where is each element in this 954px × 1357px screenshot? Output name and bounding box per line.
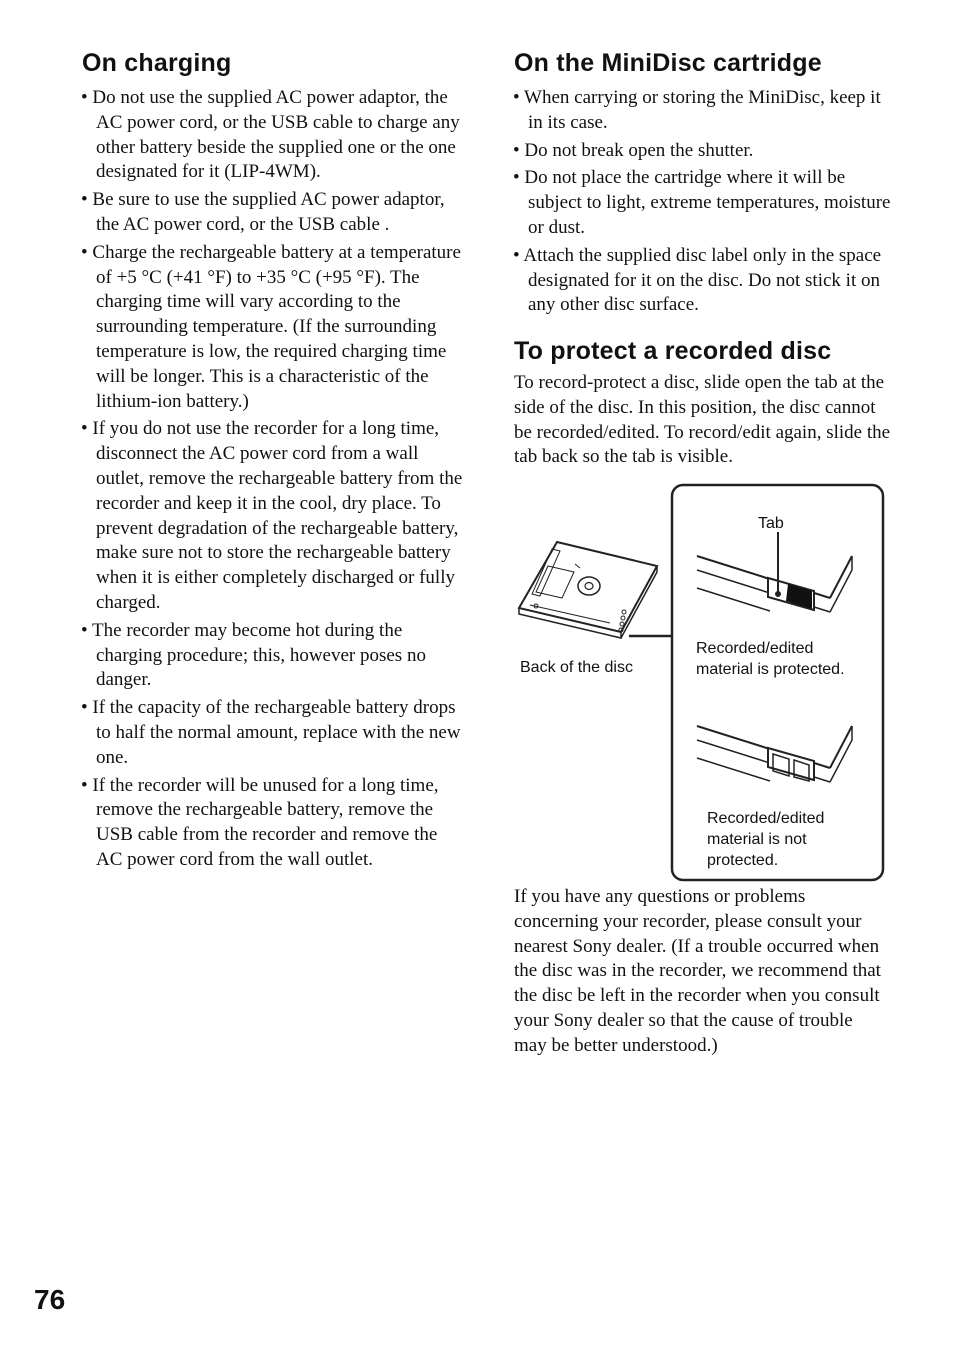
list-item: • Be sure to use the supplied AC power adaptor, the AC power cord, or the USB cable .: [81, 189, 445, 235]
heading-on-charging: On charging: [82, 49, 232, 77]
caption-line: material is not: [707, 831, 807, 848]
list-item: • When carrying or storing the MiniDisc, keep it in its case.: [513, 87, 881, 133]
tab-protected-drawing: [697, 556, 852, 612]
list-item: • If the capacity of the rechargeable battery drops to half the normal amount, replace with the new one.: [81, 697, 461, 768]
heading-protect-disc: To protect a recorded disc: [514, 337, 832, 365]
list-item: • Do not use the supplied AC power adaptor, the AC power cord, or the USB cable to charge any other battery beside the supplied one or the one designated for it (LIP-4WM).: [81, 87, 460, 183]
tab-label: Tab: [758, 515, 784, 532]
list-item: • If you do not use the recorder for a long time, disconnect the AC power cord from a wall outlet, remove the rechargeable battery from the recorder and keep it in the cool, dry place. To prevent degradation of the rechargeable battery, make sure not to store the rechargeable battery when it is either completely discharged or fully charged.: [81, 418, 463, 613]
page-number: 76: [34, 1284, 66, 1315]
protect-paragraph: To record-protect a disc, slide open the tab at the side of the disc. In this position, the disc cannot be recorded/edited. To record/edit again, slide the tab back so the tab is visible.: [514, 372, 891, 468]
list-item: • If the recorder will be unused for a long time, remove the rechargeable battery, remove the USB cable from the recorder and remove the AC power cord from the wall outlet.: [81, 774, 439, 870]
unprotected-caption: [707, 808, 824, 871]
caption-line: Recorded/edited: [707, 810, 825, 827]
back-of-disc-label: Back of the disc: [520, 659, 633, 676]
heading-minidisc-cartridge: On the MiniDisc cartridge: [514, 49, 822, 77]
tab-unprotected-drawing: [697, 726, 852, 782]
list-item: • The recorder may become hot during the charging procedure; this, however poses no danger.: [81, 619, 426, 691]
caption-line: protected.: [707, 852, 779, 869]
caption-line: material is protected.: [696, 661, 845, 678]
protected-caption: [696, 638, 845, 680]
minidisc-back-drawing: [519, 542, 657, 638]
closing-paragraph: If you have any questions or problems concerning your recorder, please consult your nearest Sony dealer. (If a trouble occurred when the disc was in the recorder, we recommend that the disc be left in the recorder when you consult your Sony dealer so that the cause of trouble may be better understood.): [514, 886, 881, 1056]
list-item: • Charge the rechargeable battery at a temperature of +5 °C (+41 °F) to +35 °C (+95 °F). The charging time will vary according to the surrounding temperature. (If the surrounding temperature is low, the required charging time will be longer. This is a characteristic of the lithium-ion battery.): [81, 241, 461, 412]
list-item: • Attach the supplied disc label only in the space designated for it on the disc. Do not stick it on any other disc surface.: [513, 244, 882, 316]
list-item: • Do not break open the shutter.: [513, 139, 754, 161]
caption-line: Recorded/edited: [696, 640, 814, 657]
list-item: • Do not place the cartridge where it will be subject to light, extreme temperatures, moisture or dust.: [513, 167, 891, 238]
